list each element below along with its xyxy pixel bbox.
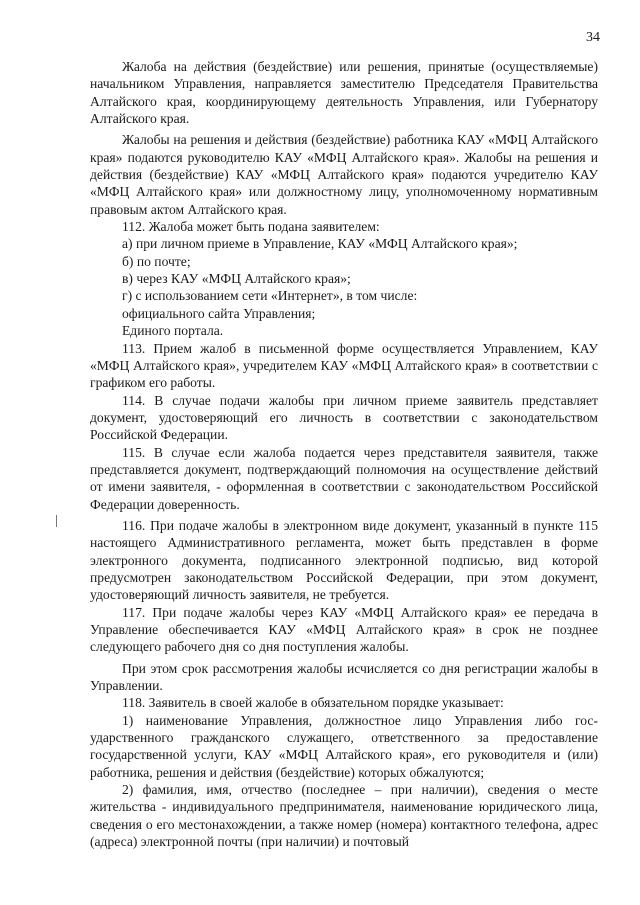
page-number: 34 — [586, 30, 600, 45]
paragraph-112: 112. Жалоба может быть подана заявителем: — [122, 219, 380, 235]
scan-artifact-mark — [56, 515, 57, 527]
list-item-g: г) с использованием сети «Интернет», в том числе: — [122, 288, 418, 304]
list-item-a: а) при личном приеме в Управление, КАУ «МФЦ Алтайского края»; — [122, 236, 518, 252]
document-body — [90, 58, 598, 850]
list-item-single-portal: Единого портала. — [122, 323, 224, 339]
paragraph-complaint-mfc: Жалобы на решения и действия (бездействие) работника КАУ «МФЦ Алтайского края» подаются руководителю КАУ «МФЦ Алтайского края». Жалобы на решения и действия (бездействие) КАУ «МФЦ Алтайского края» подаются учредителю КАУ «МФЦ Алтайского края» или должностному лицу, уполномоченному нормативным правовым актом Алтайского края. — [90, 132, 598, 217]
list-item-118-2: 2) фамилия, имя, отчество (последнее – при наличии), сведения о месте жительства - индивидуального предпринимателя, наименование юридического лица, сведения о его местонахождении, а также номер (номера) контактного телефона, адрес (адреса) электронной почты (при наличии) и почтовый — [90, 782, 598, 850]
list-item-118-1: 1) наименование Управления, должностное лицо Управления либо государственного гражданского служащего, ответственного за предоставление государственной услуги, КАУ «МФЦ Алтайского края», его руководителя и (или) работника, решения и действия (бездействие) которых обжалуются; — [90, 712, 598, 780]
paragraph-review-term: При этом срок рассмотрения жалобы исчисляется со дня регистрации жалобы в Управлении. — [90, 660, 598, 694]
paragraph-114: 114. В случае подачи жалобы при личном приеме заявитель представляет документ, удостоверяющий его личность в соответствии с законодательством Российской Федерации. — [90, 392, 598, 443]
paragraph-113: 113. Прием жалоб в письменной форме осуществляется Управлением, КАУ «МФЦ Алтайского края», учредителем КАУ «МФЦ Алтайского края» в соответствии с графиком его работы. — [90, 340, 598, 391]
paragraph-118: 118. Заявитель в своей жалобе в обязательном порядке указывает: — [122, 695, 504, 711]
paragraph-117: 117. При подаче жалобы через КАУ «МФЦ Алтайского края» ее передача в Управление обеспечивается КАУ «МФЦ Алтайского края» в срок не позднее следующего рабочего дня со дня поступления жалобы. — [90, 604, 598, 655]
list-item-b: б) по почте; — [122, 253, 191, 269]
list-item-official-site: официального сайта Управления; — [122, 305, 316, 321]
list-item-v: в) через КАУ «МФЦ Алтайского края»; — [122, 271, 351, 287]
paragraph-complaint-head: Жалоба на действия (бездействие) или решения, принятые (осуществляемые) начальником Управления, направляется заместителю Председателя Правительства Алтайского края, координирующему деятельность Управления, или Губернатору Алтайского края. — [90, 59, 598, 127]
paragraph-116: 116. При подаче жалобы в электронном виде документ, указанный в пункте 115 настоящего Административного регламента, может быть представлен в форме электронного документа, подписанного электронной подписью, вид которой предусмотрен законодательством Российской Федерации, при этом документ, удостоверяющий личность заявителя, не требуется. — [90, 517, 598, 603]
paragraph-115: 115. В случае если жалоба подается через представителя заявителя, также представляется документ, подтверждающий полномочия на осуществление действий от имени заявителя, - оформленная в соответствии с законодательством Российской Федерации доверенность. — [90, 444, 598, 512]
